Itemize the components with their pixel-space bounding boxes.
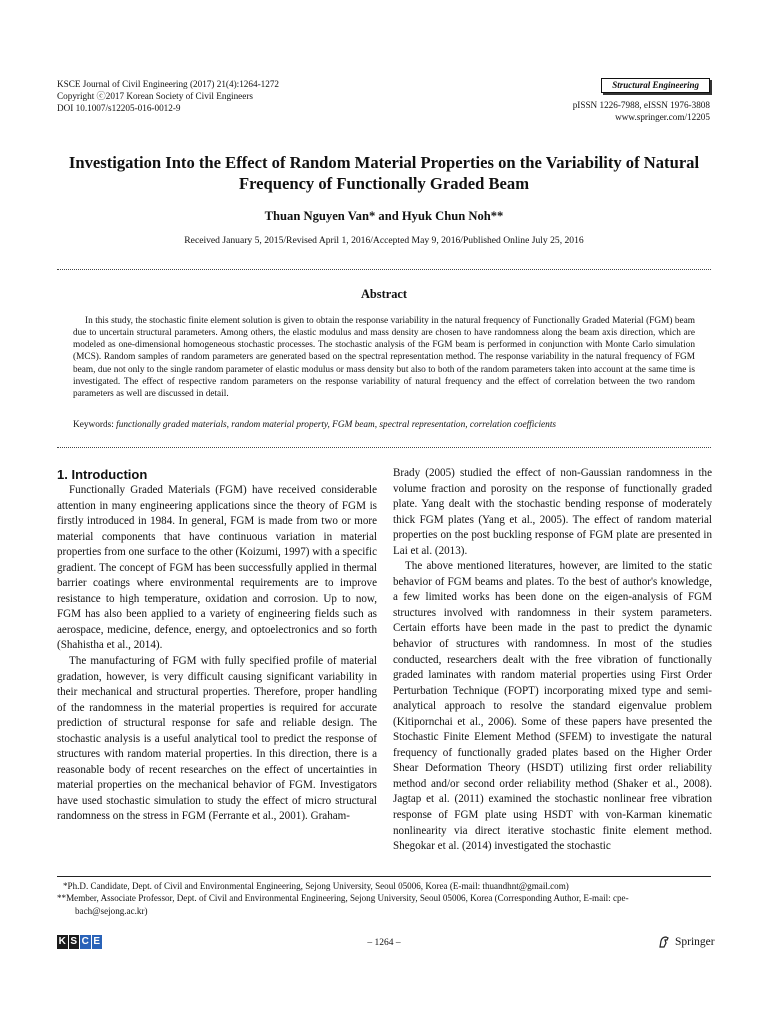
section-label: Structural Engineering: [601, 78, 710, 93]
footnote-author-1: *Ph.D. Candidate, Dept. of Civil and Environmental Engineering, Sejong University, Seoul 05006, Korea (E-mail: thuandhnt@gmail.com): [63, 881, 569, 891]
copyright-line: Copyright ⓒ2017 Korean Society of Civil Engineers: [57, 91, 253, 102]
ksce-logo-letter: E: [93, 936, 101, 947]
footnote-rule: [57, 876, 711, 877]
section-heading-introduction: 1. Introduction: [57, 467, 148, 482]
paper-title: Investigation Into the Effect of Random Material Properties on the Variability of Natural Frequency of Functionally Graded Beam: [68, 153, 700, 193]
ksce-logo-letter: K: [58, 936, 66, 947]
springer-horse-icon: [657, 935, 671, 949]
abstract-text: In this study, the stochastic finite element solution is given to obtain the response variability in the natural frequency of Functionally Graded Material (FGM) beam due to uncertain structural parameters. Among others, the elastic modulus and mass density are chosen to have randomness along the beam axis direction, which are modeled as one-dimensional homogeneous stochastic processes. The stochastic analysis of the FGM beam is performed in conjunction with Monte Carlo simulation (MCS). Random samples of random parameters are generated based on the spectral representation method. The response variability in the natural frequency of FGM beam, due not only to the single random parameter of elastic modulus or mass density but also to both of the random parameters taken into account at the same time is investigated. The effect of respective random parameters on the response variability of natural frequency and the effect of correlation between the two random parameters as well are discussed in detail.: [73, 316, 695, 399]
doi-line: DOI 10.1007/s12205-016-0012-9: [57, 103, 181, 114]
body-column-right: [393, 466, 712, 855]
received-dates: Received January 5, 2015/Revised April 1, 2016/Accepted May 9, 2016/Published Online July 25, 2016: [184, 235, 584, 246]
keywords-line: [73, 419, 703, 431]
journal-citation: KSCE Journal of Civil Engineering (2017) 21(4):1264-1272: [57, 79, 280, 89]
footnotes: [57, 880, 717, 917]
ksce-logo-letter: S: [70, 936, 78, 947]
paragraph: Functionally Graded Materials (FGM) have received considerable attention in many engineering applications since the theory of FGM is firstly introduced in 1984. In general, FGM is made from two or more material components that have continuous variation in material properties from one surface to the other (Koizumi, 1997) with a specific gradient. The concept of FGM has been successfully applied in thermal barrier coatings where environmental requirements are to improve resistance to high temperature, oxidation and corrosion. Up to now, FGM has also been applied to a variety of engineering fields such as aerospace, medicine, defence, energy, and optoelectronics and so forth (Shahistha et al., 2014).: [57, 484, 377, 652]
dotted-divider-bottom: [57, 447, 711, 448]
author-line: [60, 208, 708, 224]
keywords-list: functionally graded materials, random material property, FGM beam, spectral representation, correlation coefficients: [116, 420, 557, 430]
body-column-left: [57, 466, 377, 825]
footnote-author-2: **Member, Associate Professor, Dept. of Civil and Environmental Engineering, Sejong University, Seoul 05006, Korea (Corresponding Author, E-mail: cpe-: [57, 893, 629, 904]
journal-url[interactable]: www.springer.com/12205: [615, 112, 710, 123]
author-2: Hyuk Chun Noh**: [401, 209, 504, 223]
abstract-heading: Abstract: [360, 287, 408, 301]
journal-header: [57, 78, 279, 115]
issn-line: pISSN 1226-7988, eISSN 1976-3808: [572, 100, 710, 110]
paragraph: Brady (2005) studied the effect of non-Gaussian randomness in the volume fraction and porosity on the response of functionally graded plate. Yang dealt with the stochastic bending response of moderately thick FGM plates (Yang et al., 2005). The effect of random material properties on the post buckling response of FGM plate are presented in Lai et al. (2013).: [393, 467, 712, 557]
ksce-logo: [57, 935, 103, 949]
keywords-label: Keywords:: [73, 420, 114, 430]
footnote-author-2-cont: bach@sejong.ac.kr): [75, 905, 148, 916]
springer-logo: [657, 935, 715, 949]
author-1: Thuan Nguyen Van*: [264, 209, 376, 223]
springer-wordmark: Springer: [675, 936, 715, 948]
paragraph: The manufacturing of FGM with fully specified profile of material gradation, however, is very difficult causing significant variability in their mechanical and structural properties. Therefore, proper handling of the randomness in the material properties is required for accurate prediction of structural response for safe and reliable design. The stochastic analysis is a useful analytical tool to predict the response of structures with random material properties. In this direction, there is a reasonable body of recent researches on the effect of uncertainties in material properties on the mechanical behavior of FGM. Investigators have used stochastic simulation to study the effect of micro structural randomness on the stress in FGM (Ferrante et al., 2001). Graham-: [57, 655, 377, 823]
dotted-divider-top: [57, 269, 711, 270]
author-connector: and: [375, 209, 402, 223]
journal-header-right: [573, 78, 710, 123]
paragraph: The above mentioned literatures, however, are limited to the static behavior of FGM beams and plates. To the best of author's knowledge, a few limited works has been done on the eigen-analysis of FGM structures involved with randomness in their system parameters. Certain efforts have been made in the past to predict the dynamic behavior of structures with randomness. In most of the studies conducted, researchers dealt with the free vibration of functionally graded laminates with random material properties using First Order Perturbation Technique (FOPT) incorporating mixed type and semi-analytical approach to resolve the standard eigenvalue problem (Kitipornchai et al., 2006). Some of these papers have presented the Stochastic Finite Element Method (SFEM) to investigate the natural frequency of functionally graded plates based on the Higher Order Shear Deformation Theory (HSDT) utilizing first order reliability method and/or second order reliability method (Shaker et al., 2008). Jagtap et al. (2011) examined the stochastic nonlinear free vibration response of FGM plate using HSDT with von-Karman kinematic nonlinearity via direct iterative stochastic finite element method. Shegokar et al. (2014) investigated the stochastic: [393, 560, 712, 853]
page-number: – 1264 –: [367, 938, 401, 948]
ksce-logo-letter: C: [81, 936, 89, 947]
